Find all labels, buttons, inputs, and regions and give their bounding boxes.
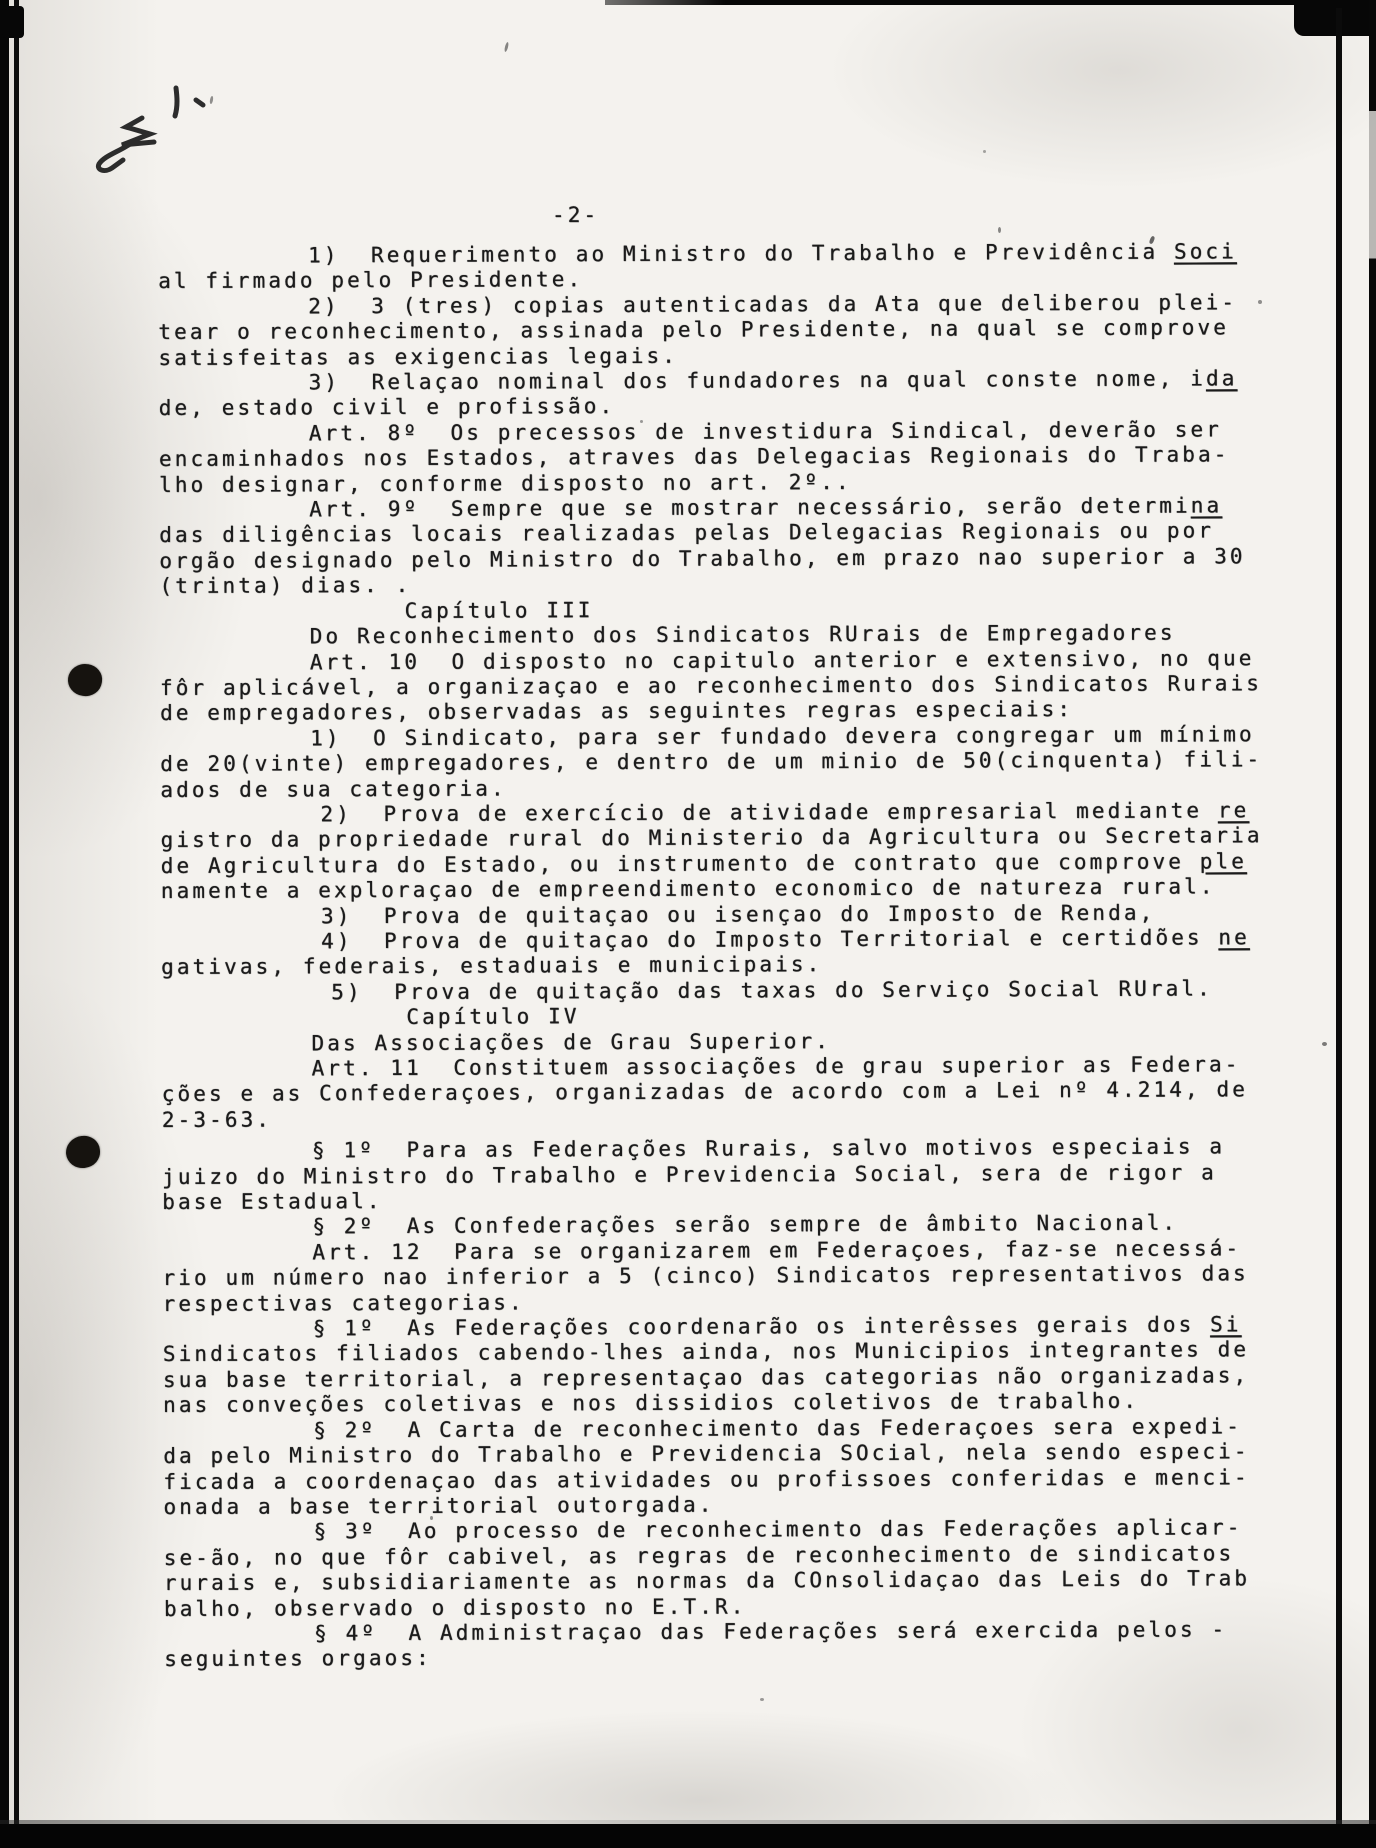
text-line: ficada a coordenaçao das atividades ou profissoes conferidas e menci-	[163, 1464, 1250, 1494]
text-line: Do Reconhecimento dos Sindicatos RUrais de Empregadores	[309, 620, 1176, 649]
text-line: § 1º Para as Federações Rurais, salvo motivos especiais a	[311, 1134, 1226, 1163]
punch-hole	[66, 662, 104, 698]
text-line: balho, observado o disposto no E.T.R.	[163, 1593, 747, 1621]
scan-edge-left-band	[0, 0, 9, 1848]
text-line: al firmado pelo Presidente.	[158, 267, 584, 294]
text-line: encaminhados nos Estados, atraves das Delegacias Regionais do Traba-	[158, 442, 1230, 472]
text-line: Capítulo III	[404, 597, 594, 623]
text-line: rio um número nao inferior a 5 (cinco) Sindicatos representativos das	[162, 1261, 1249, 1291]
text-line: da pelo Ministro do Trabalho e Previdencia SOcial, nela sendo especi-	[163, 1439, 1250, 1469]
ink-speck	[998, 227, 1001, 233]
text-line: 2) 3 (tres) copias autenticadas da Ata que deliberou plei-	[308, 290, 1238, 319]
text-line: Art. 12 Para se organizarem em Federaçoes, faz-se necessá-	[312, 1236, 1242, 1265]
text-line: das diligências locais realizadas pelas Delegacias Regionais ou por	[159, 518, 1215, 548]
text-line: seguintes orgaos:	[164, 1646, 432, 1672]
continuation-underline: da	[1205, 366, 1238, 391]
text-line: respectivas categorias.	[162, 1290, 525, 1316]
text-line: 2) Prova de exercício de atividade empresarial mediante re	[320, 798, 1250, 827]
continuation-underline: ne	[1218, 925, 1250, 950]
scan-edge-top-line	[605, 0, 1376, 5]
text-line: 4) Prova de quitaçao do Imposto Territorial e certidões ne	[320, 925, 1250, 954]
text-line: 3) Prova de quitaçao ou isençao do Imposto de Renda,	[320, 900, 1156, 928]
continuation-underline: re	[1217, 798, 1250, 823]
text-line: se-ão, no que fôr cabivel, as regras de reconhecimento de sindicatos	[163, 1541, 1235, 1570]
ink-speck	[504, 42, 509, 52]
text-line: Das Associações de Grau Superior.	[311, 1028, 832, 1055]
scan-corner-top-left	[2, 6, 24, 38]
text-line: Art. 10 O disposto no capitulo anterior e extensivo, no que	[309, 645, 1255, 674]
text-line: 1) Requerimento ao Ministro do Trabalho e Previdência Soci	[307, 239, 1237, 268]
document-lines	[158, 239, 1344, 1673]
text-line: fôr aplicável, a organizaçao e ao reconhecimento dos Sindicatos Rurais	[159, 671, 1262, 700]
text-line: orgão designado pelo Ministro do Trabalho, em prazo nao superior a 30	[159, 544, 1246, 573]
text-line: § 1º As Federações coordenarão os interêsses gerais dos Si	[312, 1312, 1242, 1341]
text-line: Art. 9º Sempre que se mostrar necessário, serão determina	[309, 493, 1223, 522]
text-line: tear o reconhecimento, assinada pelo Presidente, na qual se comprove	[158, 315, 1229, 345]
text-line: onada a base territorial outorgada.	[163, 1492, 715, 1519]
scan-corner-top-right	[1294, 0, 1376, 36]
ink-speck	[983, 150, 986, 153]
text-line: lho designar, conforme disposto no art. 2º..	[158, 469, 852, 497]
text-line: § 2º A Carta de reconhecimento das Federaçoes sera expedi-	[313, 1413, 1243, 1443]
text-line: juizo do Ministro do Trabalho e Previdencia Social, sera de rigor a	[162, 1160, 1217, 1189]
text-line: (trinta) dias. .	[159, 573, 412, 599]
page-number: -2-	[552, 203, 600, 227]
text-line: satisfeitas as exigencias legais.	[158, 343, 679, 370]
text-line: ados de sua categoria.	[160, 776, 507, 802]
scan-edge-right-band	[1369, 0, 1376, 1848]
continuation-underline: na	[1190, 493, 1223, 518]
text-line: gistro da propriedade rural do Ministerio da Agricultura ou Secretaria	[160, 823, 1263, 853]
text-line: Sindicatos filiados cabendo-lhes ainda, nos Municipios integrantes de	[162, 1337, 1250, 1367]
text-line: 1) O Sindicato, para ser fundado devera congregar um mínimo	[310, 721, 1255, 751]
text-line: § 4º A Administraçao das Federações será exercida pelos -	[314, 1617, 1228, 1646]
text-line: 2-3-63.	[161, 1107, 273, 1132]
text-line: Art. 11 Constituem associações de grau superior as Federa-	[311, 1052, 1241, 1081]
text-line: 5) Prova de quitação das taxas do Serviço Social RUral.	[331, 976, 1213, 1005]
ink-speck	[760, 1698, 764, 1701]
text-line: de empregadores, observadas as seguintes regras especiais:	[159, 697, 1074, 726]
handwritten-scribble	[90, 80, 230, 185]
continuation-underline: ple	[1199, 849, 1248, 874]
text-line: rurais e, subsidiariamente as normas da COnsolidaçao das Leis do Trab	[163, 1566, 1251, 1596]
text-line: Capítulo IV	[406, 1004, 580, 1030]
text-line: de Agricultura do Estado, ou instrumento de contrato que comprove ple	[160, 849, 1248, 878]
text-line: gativas, federais, estaduais e municipais.	[161, 952, 823, 980]
scan-edge-bottom-band	[0, 1824, 1376, 1848]
continuation-underline: Soci	[1173, 239, 1237, 264]
text-line: base Estadual.	[162, 1189, 383, 1215]
text-line: § 2º As Confederações serão sempre de âmbito Nacional.	[312, 1210, 1179, 1239]
text-line: de, estado civil e profissão.	[158, 394, 616, 421]
text-line: ções e as Confederaçoes, organizadas de acordo com a Lei nº 4.214, de	[161, 1077, 1249, 1107]
text-line: sua base territorial, a representaçao das categorias não organizadas,	[162, 1363, 1250, 1392]
continuation-underline: Si	[1210, 1312, 1242, 1337]
text-line: de 20(vinte) empregadores, e dentro de um minio de 50(cinquenta) fili-	[160, 747, 1263, 777]
text-line: § 3º Ao processo de reconhecimento das Federações aplicar-	[313, 1515, 1243, 1544]
scan-edge-left-line	[14, 0, 19, 1848]
text-line: nas conveções coletivas e nos dissidios coletivos de trabalho.	[163, 1389, 1140, 1418]
text-line: 3) Relaçao nominal dos fundadores na qual conste nome, ida	[308, 366, 1238, 395]
punch-hole	[64, 1134, 101, 1169]
text-line: namente a exploraçao de empreendimento economico de natureza rural.	[160, 874, 1216, 904]
text-line: Art. 8º Os precessos de investidura Sindical, deverão ser	[308, 417, 1222, 446]
